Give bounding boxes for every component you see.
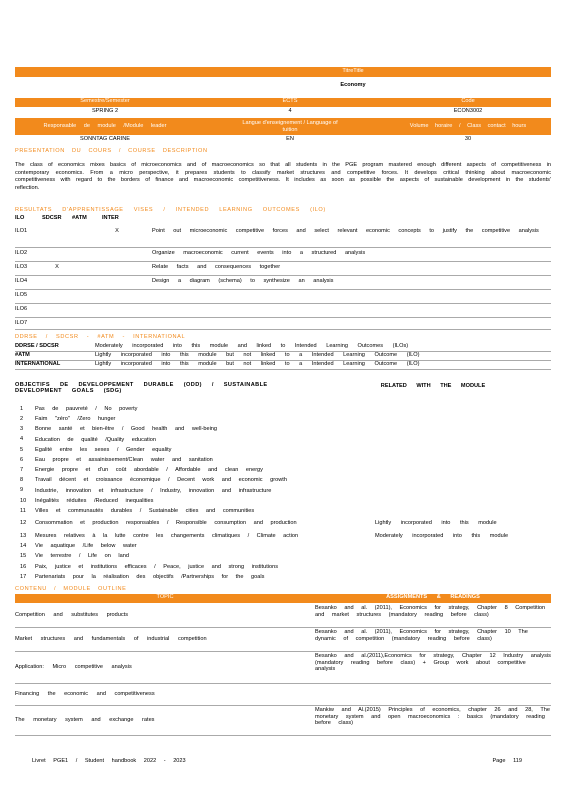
content-col-topic: TOPIC [156,594,174,600]
ilo-description: Relate facts and consequences together [152,264,281,270]
sdg-label: Egalité entre les sexes / Gender equality [35,446,172,453]
ilo-dcsr: X [55,264,59,270]
ilo-description: Design a diagram (schema) to synthesize an analysis [152,278,334,284]
sdg-label: Inégalités réduites /Reduced inequalities [35,497,154,504]
ects-value: 4 [288,108,292,114]
sdg-number: 9 [20,487,24,494]
resp-value: SONNTAG CARINE [80,136,130,142]
lang-value: EN [286,136,294,142]
theme-text: Moderately incorporated into this module and linked to Intended Learning Outcomes (ILOs) [95,343,409,349]
ilo-id: ILO2 [15,250,28,256]
ilo-id: ILO3 [15,264,28,270]
sdg-related: Lightly incorporated into this module [375,520,497,527]
content-topic: Market structures and fundamentals of industrial competition [15,636,207,643]
sdg-list [15,404,551,582]
code-label: Code [461,98,475,104]
sdg-label: Mesures relatives à la lutte contre les changements climatiques / Climate action [35,533,299,540]
ilo-row [15,276,551,290]
sdg-header-row [15,382,551,395]
sdg-number: 11 [20,507,26,514]
content-row [15,652,551,684]
content-row [15,604,551,628]
content-assignment: Mankiw and Al.(2015) Principles of economics, chapter 26 and 28, The monetary system and open macroeconomics : basics (mandatory reading before class) [315,707,550,727]
sdg-number: 6 [20,456,24,463]
footer-left: Livret PGE1 / Student handbook 2022 - 2023 [32,758,186,764]
sdg-label: Pas de pauvreté / No poverty [35,406,138,413]
theme-row [15,361,551,370]
volume-label: Volume horaire / Class contact hours [409,123,527,130]
sdg-label: Bonne santé et bien-être / Good health and well-being [35,426,218,433]
theme-text: Lightly incorporated into this module but not linked to a Intended Learning Outcome (ILO) [95,361,420,367]
ilo-id: ILO1 [15,228,28,234]
sdg-item [15,455,551,465]
sdg-label: Faim "zéro" /Zero hunger [35,416,116,423]
title-value: Economy [340,82,366,88]
semester-value: SPRING 2 [91,108,119,114]
content-assignment: Besanko and al. (2011), Economics for strategy, Chapter 10 The dynamic of competition (mandatory reading before class) [315,629,528,642]
sdg-item [15,486,551,496]
ilo-col-atm: #ATM [72,215,87,221]
ilo-col-id: ILO [15,215,25,221]
sdg-number: 1 [20,405,24,412]
sdg-item [15,445,551,455]
ilo-description: Organize macroeconomic current events into a structured analysis [152,250,366,256]
sdg-label: Energie propre et d'un coût abordable / Affordable and clean energy [35,467,263,474]
content-topic: Competition and substitutes products [15,612,129,619]
sdg-number: 7 [20,467,24,473]
ilo-description: Point out microeconomic competitive forces and select relevant economic concepts to justify the competitive analysis [152,228,539,234]
sdg-item [15,496,551,506]
sdg-number: 17 [20,573,27,580]
sdg-item [15,551,551,561]
resp-value-row [15,136,551,145]
sdg-number: 8 [20,477,24,484]
sdg-item [15,414,551,424]
sdg-label: Vie aquatique /Life below water [35,543,137,550]
content-topic: The monetary system and exchange rates [15,717,155,724]
sdg-item [15,424,551,434]
sdg-number: 16 [20,563,27,570]
lang-label: Langue d'enseignement / Language of tuition [242,120,338,133]
sdg-item [15,572,551,582]
content-heading: CONTENU / MODULE OUTLINE [15,586,127,592]
ilo-row [15,304,551,318]
ilo-table [15,226,551,330]
sdg-number: 15 [20,553,27,560]
theme-name: DDRSE / SDCSR [15,343,59,349]
sdg-label: Education de qualité /Quality education [35,436,157,443]
theme-text: Lightly incorporated into this module but not linked to a Intended Learning Outcome (ILO) [95,352,420,358]
sdg-label: Paix, justice et institutions efficaces / Peace, justice and strong institutions [35,563,279,570]
theme-row [15,352,551,361]
content-row [15,706,551,736]
content-topic: Financing the economic and competitiveness [15,691,155,698]
content-assignment: Besanko and al.(2011),Economics for strategy, Chapter 12 Industry analysis (mandatory reading before class) + Group work about competitive analysis [315,653,551,673]
title-label: TitreTitle [15,67,551,77]
content-topic: Application: Micro competitive analysis [15,664,132,671]
resp-label: Responsable de module /Module leader [43,123,167,130]
semester-label: Semestre/Semester [80,98,130,104]
themes-heading: DDRSE / SDCSR - #ATM - INTERNATIONAL [15,334,186,340]
sdg-related-heading: RELATED WITH THE MODULE [380,383,486,389]
sdg-label: Vie terrestre / Life on land [35,553,129,560]
sdg-number: 10 [20,497,27,504]
sdg-item [15,562,551,572]
sdg-item [15,531,551,541]
ilo-heading: RESULTATS D'APPRENTISSAGE VISES / INTENDED LEARNING OUTCOMES (ILO) [15,207,326,213]
sdg-item [15,516,551,531]
theme-name: INTERNATIONAL [15,361,61,367]
sdg-item [15,541,551,551]
sdg-number: 5 [20,446,24,453]
content-assignment [315,684,551,705]
ilo-id: ILO6 [15,306,28,312]
semester-header-row [15,98,551,107]
sdg-item [15,404,551,414]
content-table [15,604,551,736]
presentation-text: The class of economics mixes basics of microeconomics and of macroeconomics so that all students in the PGE program mastered enough different aspects of competitiveness in contemporary economics. From a micro perspective, it prepares students to classify market structures and competitive forces. It develops critical thinking about macroeconomic competitiveness with regard to the borders of finance and macroeconomic competitiveness. It includes as soon as possible the aspects of sustainable development in the students' reflection. [15,162,551,191]
sdg-number: 13 [20,532,27,539]
sdg-number: 12 [20,520,27,527]
ilo-row [15,318,551,330]
sdg-item [15,435,551,445]
sdg-item [15,475,551,485]
content-row [15,684,551,706]
theme-row [15,343,551,352]
ilo-row [15,262,551,276]
sdg-number: 2 [20,416,24,423]
sdg-label: Consommation et production responsables / Responsible consumption and production [35,520,297,527]
sdg-label: Partenariats pour la réalisation des objectifs /Partnerships for the goals [35,573,265,580]
sdg-label: Industrie, innovation et infrastructure / Industry, innovation and infrastructure [35,487,272,494]
themes-table [15,343,551,370]
ilo-row [15,226,551,248]
resp-header-row [15,118,551,135]
ilo-header-row [15,215,551,221]
ilo-col-inter: INTER [102,215,119,221]
sdg-label: Eau propre et assainissement/Clean water and sanitation [35,456,213,463]
sdg-item [15,465,551,475]
sdg-label: Villes et communautés durables / Sustainable cities and communities [35,507,255,514]
sdg-heading: OBJECTIFS DE DEVELOPPEMENT DURABLE (ODD) / SUSTAINABLE DEVELOPMENT GOALS (SDG) [15,382,268,395]
sdg-label: Travail décent et croissance économique / Decent work and economic growth [35,477,287,484]
sdg-number: 14 [20,543,27,550]
sdg-item [15,506,551,516]
ilo-row [15,248,551,262]
theme-name: #ATM [15,352,30,358]
code-value: ECON3002 [453,108,483,114]
content-col-assign: ASSIGNMENTS & READINGS [386,594,480,600]
ilo-id: ILO5 [15,292,28,298]
sdg-related: Moderately incorporated into this module [375,532,509,539]
semester-value-row [15,108,551,117]
sdg-number: 4 [20,436,24,443]
ilo-id: ILO4 [15,278,28,284]
content-assignment: Besanko and al. (2011), Economics for strategy, Chapter 8 Competition and market structures (mandatory reading before class) [315,605,546,618]
presentation-heading: PRESENTATION DU COURS / COURSE DESCRIPTION [15,148,208,154]
volume-value: 30 [464,136,472,142]
content-row [15,628,551,652]
sdg-number: 3 [20,426,24,433]
ilo-col-dcsr: SDCSR [42,215,62,221]
content-header-row [15,594,551,603]
ilo-row [15,290,551,304]
ilo-inter: X [115,228,119,234]
ilo-id: ILO7 [15,320,28,326]
ects-label: ECTS [282,98,298,104]
page-number: Page 119 [492,758,522,764]
